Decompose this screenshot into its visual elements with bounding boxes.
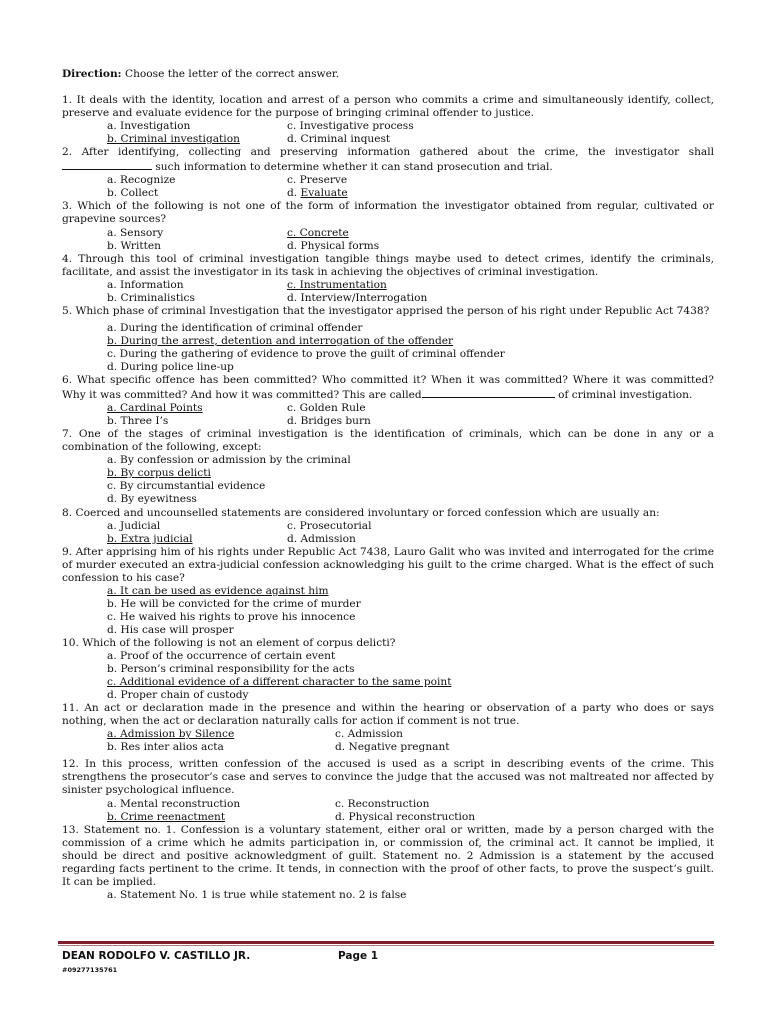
- option-b: b. Three I’s: [107, 415, 169, 428]
- option-b: b. Criminalistics: [107, 291, 195, 304]
- options: [107, 174, 714, 200]
- answer-blank: [62, 159, 152, 170]
- question-stem: 7. One of the stages of criminal investigation is the identification of criminals, which can be done in any or a combination of the following, except:: [62, 428, 714, 454]
- option-d: d. Bridges burn: [287, 415, 371, 428]
- options: [107, 322, 714, 374]
- options: [107, 402, 714, 428]
- question-7: [62, 428, 714, 506]
- option-a: a. Mental reconstruction: [107, 797, 241, 810]
- stem-text: such information to determine whether it can stand prosecution and trial.: [152, 161, 553, 174]
- options: [107, 279, 714, 305]
- footer-divider: [58, 941, 714, 944]
- option-d: d. During police line-up: [107, 360, 234, 373]
- footer-phone: #09277135761: [62, 966, 118, 974]
- option-c-answer: c. Concrete: [287, 226, 349, 239]
- option-c: c. He waived his rights to prove his innocence: [107, 610, 356, 623]
- option-d: d. Physical reconstruction: [335, 810, 476, 823]
- options: [107, 728, 714, 754]
- options: [107, 650, 714, 702]
- option-a: a. Statement No. 1 is true while statement no. 2 is false: [107, 888, 407, 901]
- question-8: [62, 507, 714, 546]
- question-3: [62, 200, 714, 252]
- option-c-answer: c. Instrumentation: [287, 278, 387, 291]
- option-b: b. Person’s criminal responsibility for the acts: [107, 663, 355, 676]
- option-a: a. By confession or admission by the criminal: [107, 454, 351, 467]
- option-d: d. By eyewitness: [107, 493, 197, 506]
- option-b: b. Written: [107, 239, 161, 252]
- option-d: d. Negative pregnant: [335, 741, 450, 754]
- option-a: a. Recognize: [107, 174, 176, 187]
- options: [107, 798, 714, 824]
- stem-text: of criminal investigation.: [554, 389, 693, 402]
- question-5: [62, 305, 714, 374]
- direction-label: Direction:: [62, 68, 122, 80]
- question-stem: 12. In this process, written confession of the accused is used as a script in describing events of the crime. This strengthens the prosecutor’s case and serves to convince the judge that the accused was not maltreated nor affected by sinister psychological influence.: [62, 758, 714, 797]
- option-a: a. Sensory: [107, 226, 164, 239]
- options: [107, 585, 714, 637]
- option-b-answer: b. During the arrest, detention and interrogation of the offender: [107, 334, 454, 347]
- question-stem: 11. An act or declaration made in the presence and within the hearing or observation of a party who does or says nothing, when the act or declaration naturally calls for action if comment is not true.: [62, 702, 714, 728]
- document-page: [62, 68, 714, 902]
- option-b-answer: b. By corpus delicti: [107, 467, 211, 480]
- question-stem: 3. Which of the following is not one of the form of information the investigator obtained from regular, cultivated or grapevine sources?: [62, 200, 714, 226]
- option-d: d. Admission: [287, 532, 356, 545]
- option-c: c. Investigative process: [287, 120, 414, 133]
- option-c: c. Reconstruction: [335, 797, 430, 810]
- stem-text: 2. After identifying, collecting and preserving information gathered about the crime, the investigator shall: [62, 146, 714, 159]
- option-c: c. During the gathering of evidence to prove the guilt of criminal offender: [107, 347, 505, 360]
- option-d-answer: d. Evaluate: [287, 187, 348, 200]
- options: [107, 227, 714, 253]
- question-stem: 10. Which of the following is not an element of corpus delicti?: [62, 636, 396, 649]
- footer-page-number: Page 1: [338, 950, 379, 962]
- question-1: [62, 94, 714, 146]
- option-d: d. Physical forms: [287, 239, 380, 252]
- option-b: b. Collect: [107, 187, 159, 200]
- question-stem: 9. After apprising him of his rights under Republic Act 7438, Lauro Galit who was invited and interrogated for the crime of murder executed an extra-judicial confession acknowledging his guilt to the crime charged. What is the effect of such confession to his case?: [62, 545, 714, 584]
- direction-text: Choose the letter of the correct answer.: [121, 68, 340, 80]
- option-d: d. Interview/Interrogation: [287, 291, 428, 304]
- question-stem: 1. It deals with the identity, location and arrest of a person who commits a crime and simultaneously identify, collect, preserve and evaluate evidence for the purpose of bringing criminal offender to justice.: [62, 94, 714, 120]
- option-c-answer: c. Additional evidence of a different character to the same point: [107, 676, 452, 689]
- options: [107, 454, 714, 506]
- option-a: a. Information: [107, 278, 184, 291]
- question-stem: 8. Coerced and uncounselled statements are considered involuntary or forced confession which are usually an:: [62, 506, 660, 519]
- option-b-answer: b. Extra judicial: [107, 532, 193, 545]
- question-stem: [62, 374, 714, 402]
- option-a-answer: a. Cardinal Points: [107, 402, 203, 415]
- option-c: c. Preserve: [287, 174, 348, 187]
- option-a: a. Proof of the occurrence of certain event: [107, 650, 336, 663]
- footer-author: DEAN RODOLFO V. CASTILLO JR.: [62, 950, 251, 962]
- option-d: d. Proper chain of custody: [107, 689, 249, 702]
- option-b-answer: b. Criminal investigation: [107, 133, 240, 146]
- option-a: a. During the identification of criminal offender: [107, 321, 363, 334]
- question-9: [62, 546, 714, 637]
- option-a-answer: a. It can be used as evidence against him: [107, 584, 329, 597]
- question-2: [62, 146, 714, 200]
- question-stem: 5. Which phase of criminal Investigation that the investigator apprised the person of his right under Republic Act 7438?: [62, 304, 710, 317]
- option-c: c. By circumstantial evidence: [107, 480, 266, 493]
- options: [107, 520, 714, 546]
- stem-text: 6. What specific offence has been committed? Who committed it? When it was committed? Where it was committed? Why it was committed? And how it was committed? This are called: [62, 374, 714, 402]
- question-stem: [62, 146, 714, 174]
- options: [107, 120, 714, 146]
- answer-blank: [422, 387, 555, 398]
- question-4: [62, 253, 714, 305]
- option-b: b. Res inter alios acta: [107, 741, 224, 754]
- option-c: c. Admission: [335, 728, 403, 741]
- option-a-answer: a. Admission by Silence: [107, 728, 235, 741]
- option-d: d. Criminal inquest: [287, 133, 391, 146]
- question-13: [62, 824, 714, 902]
- question-6: [62, 374, 714, 428]
- options: [107, 889, 714, 902]
- footer-divider-thin: [58, 945, 714, 946]
- direction-line: [62, 68, 714, 81]
- option-d: d. His case will prosper: [107, 623, 234, 636]
- question-stem: 4. Through this tool of criminal investigation tangible things maybe used to detect crimes, identify the criminals, facilitate, and assist the investigator in its task in achieving the objectives of criminal investigation.: [62, 252, 714, 278]
- question-stem: 13. Statement no. 1. Confession is a voluntary statement, either oral or written, made by a person charged with the commission of a crime which he admits participation in, or commission of, the criminal act. It cannot be implied, it should be direct and positive acknowledgment of guilt. Statement no. 2 Admission is a statement by the accused regarding facts pertinent to the crime. It tends, in connection with the proof of other facts, to prove the suspect’s guilt. It can be implied.: [62, 823, 714, 888]
- option-a: a. Investigation: [107, 120, 191, 133]
- option-b-answer: b. Crime reenactment: [107, 810, 226, 823]
- option-c: c. Prosecutorial: [287, 519, 372, 532]
- question-12: [62, 758, 714, 823]
- question-10: [62, 637, 714, 702]
- option-b: b. He will be convicted for the crime of murder: [107, 597, 361, 610]
- question-11: [62, 702, 714, 754]
- answer-word: Evaluate: [300, 187, 348, 200]
- option-a: a. Judicial: [107, 519, 161, 532]
- option-c: c. Golden Rule: [287, 402, 366, 415]
